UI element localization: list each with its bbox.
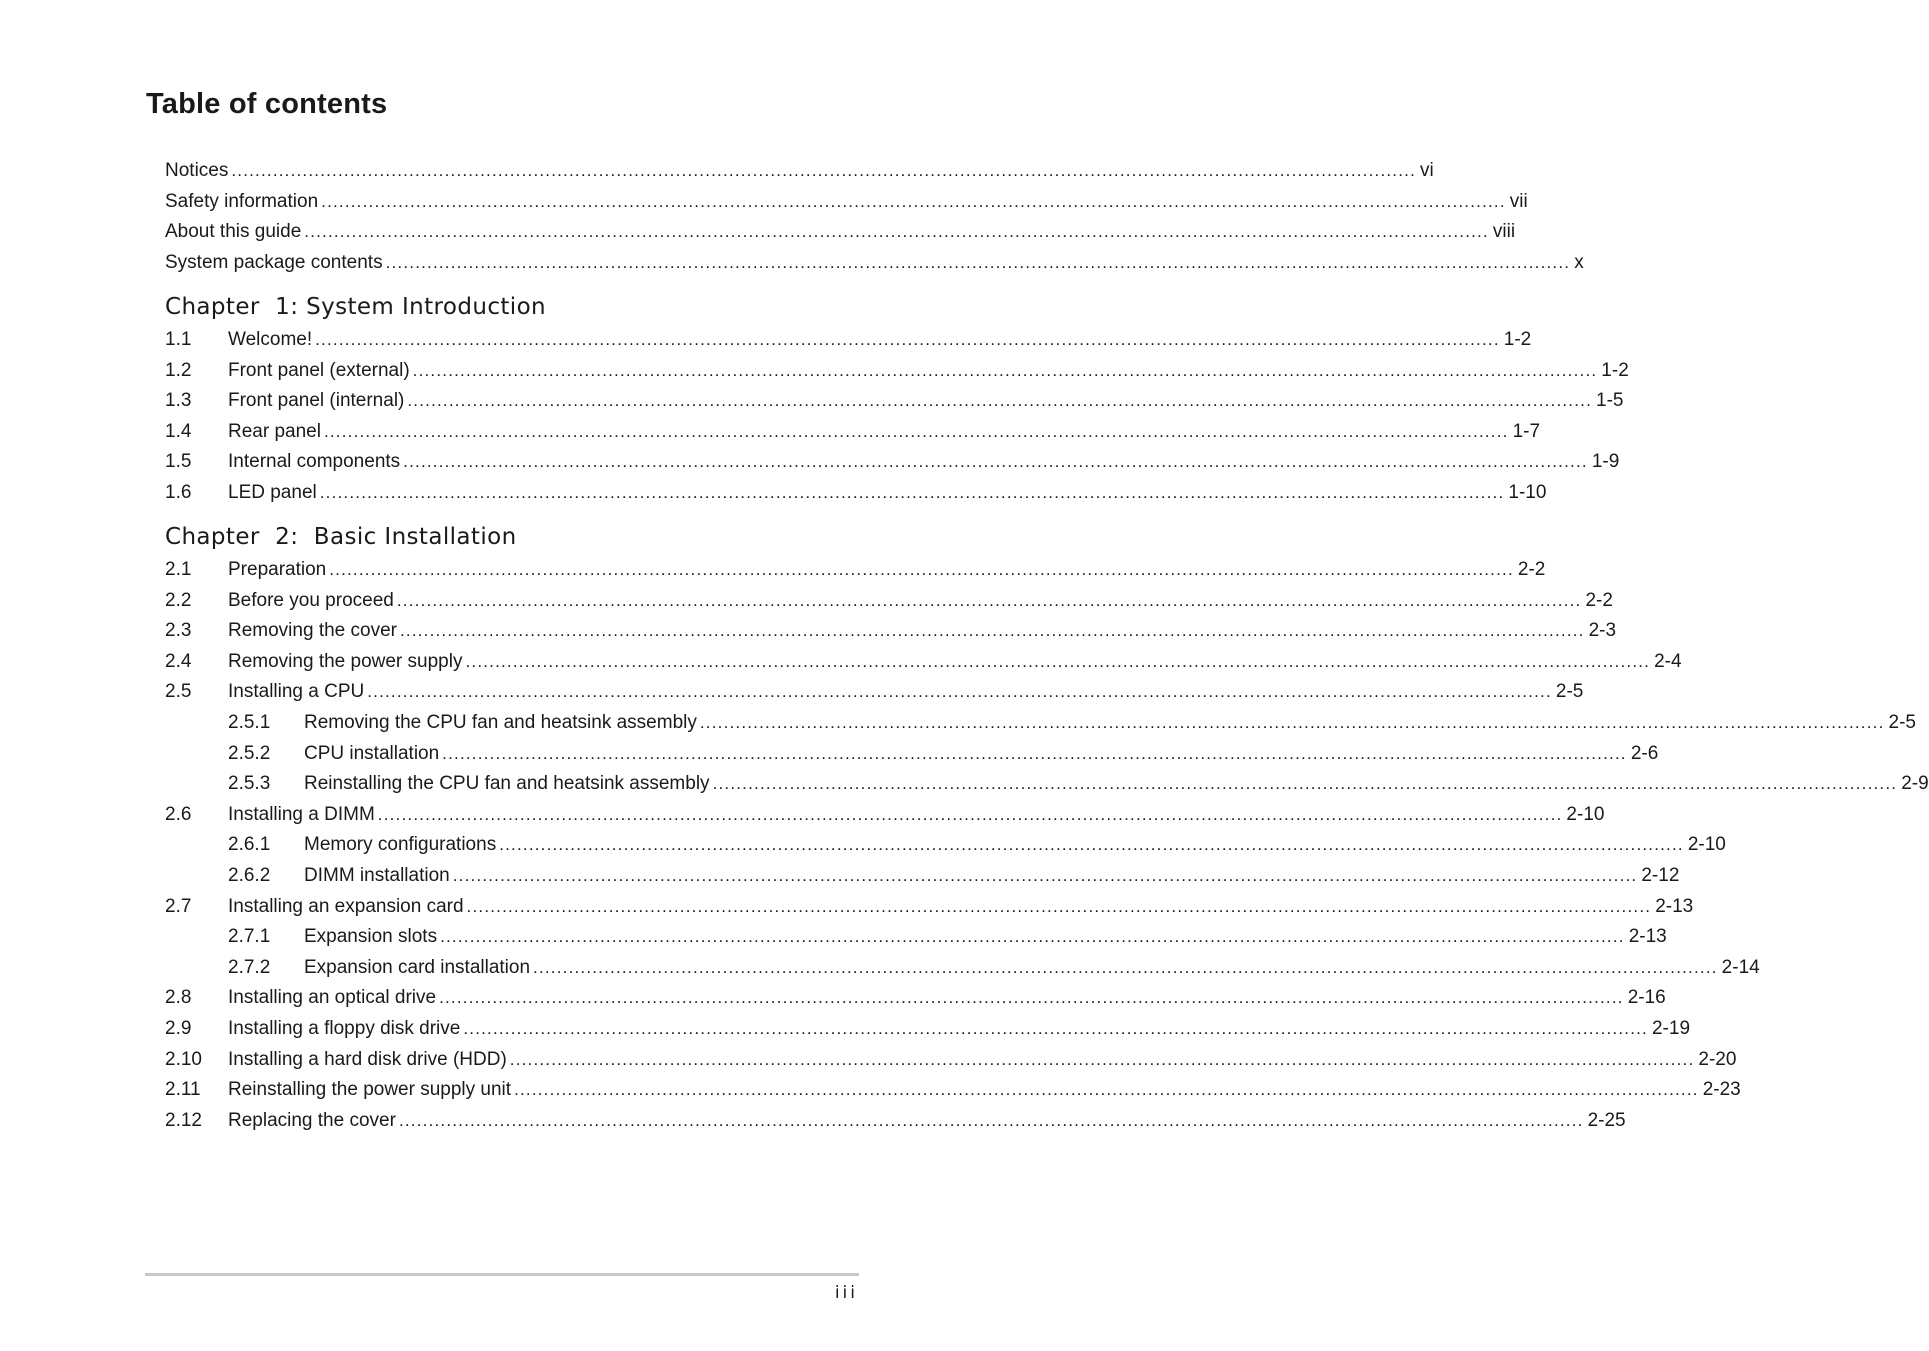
toc-entry-title: Preparation: [228, 559, 327, 580]
toc-entry[interactable]: [165, 386, 1624, 417]
toc-entry-title: Internal components: [228, 451, 401, 473]
toc-entry-title: Installing a CPU: [228, 681, 365, 703]
toc-entry-title: CPU installation: [304, 742, 440, 764]
dot-leader: ........................................................................................................................................................................................................: [396, 590, 1582, 610]
dot-leader: ........................................................................................................................................................................................................: [440, 927, 1625, 947]
toc-entry[interactable]: [165, 447, 1620, 478]
toc-entry-number: 2.7.2: [228, 956, 271, 978]
dot-leader: ........................................................................................................................................................................................................: [699, 712, 1885, 732]
toc-entry-page: vi: [1420, 160, 1434, 181]
dot-leader: ........................................................................................................................................................................................................: [323, 421, 1509, 441]
toc-entry[interactable]: [165, 647, 1682, 678]
toc-entry-number: 1.5: [165, 451, 192, 473]
dot-leader: ........................................................................................................................................................................................................: [439, 988, 1624, 1008]
toc-entry-page: 2-6: [1630, 742, 1659, 764]
toc-entry[interactable]: [165, 1075, 1741, 1106]
toc-entry-page: 2-23: [1702, 1079, 1741, 1101]
toc-entry-number: 1.2: [165, 359, 192, 381]
toc-entry-page: 2-4: [1654, 650, 1682, 672]
toc-entry-page: 2-2: [1517, 559, 1546, 580]
toc-subentry[interactable]: [165, 922, 1667, 953]
toc-entry[interactable]: [165, 478, 1547, 509]
toc-entry[interactable]: [165, 217, 1516, 248]
toc-entry-page: 1-2: [1503, 329, 1532, 350]
dot-leader: ........................................................................................................................................................................................................: [533, 957, 1718, 977]
toc-entry-page: vii: [1509, 190, 1528, 212]
toc-entry-page: 1-9: [1591, 451, 1620, 473]
toc-entry-page: 2-12: [1641, 864, 1680, 886]
toc-entry-page: 2-16: [1627, 987, 1666, 1009]
toc-entry-page: 2-13: [1655, 895, 1694, 917]
toc-entry-title: Removing the power supply: [228, 650, 463, 672]
toc-entry-title: Expansion slots: [304, 926, 438, 948]
toc-entry-page: viii: [1492, 221, 1516, 243]
toc-entry-title: Reinstalling the CPU fan and heatsink assembly: [304, 773, 710, 795]
dot-leader: ........................................................................................................................................................................................................: [398, 1110, 1584, 1130]
dot-leader: ........................................................................................................................................................................................................: [321, 191, 1506, 211]
chapter-2-list: [165, 555, 1929, 1136]
toc-entry-page: 2-5: [1888, 711, 1916, 733]
toc-entry-title: About this guide: [165, 221, 302, 243]
toc-entry-page: 2-19: [1651, 1017, 1691, 1039]
toc-entry[interactable]: [165, 677, 1584, 708]
dot-leader: ........................................................................................................................................................................................................: [403, 452, 1588, 472]
toc-entry-page: 2-10: [1566, 803, 1605, 825]
dot-leader: ........................................................................................................................................................................................................: [412, 360, 1598, 380]
toc-entry-page: 2-13: [1628, 926, 1667, 948]
footer-rule: [145, 1273, 859, 1276]
toc-entry-number: 2.4: [165, 650, 192, 672]
dot-leader: ........................................................................................................................................................................................................: [509, 1049, 1695, 1069]
toc-entry-title: Removing the CPU fan and heatsink assembly: [304, 711, 697, 733]
chapter-heading: Chapter 2: Basic Installation: [165, 524, 517, 550]
toc-entry-number: 2.6.1: [228, 834, 271, 856]
toc-entry-title: Installing a hard disk drive (HDD): [228, 1048, 507, 1070]
toc-entry[interactable]: [165, 586, 1613, 617]
toc-entry-title: LED panel: [228, 481, 317, 503]
chapter-heading: Chapter 1: System Introduction: [165, 294, 547, 320]
toc-entry-title: Installing an optical drive: [228, 987, 437, 1009]
toc-entry-page: x: [1574, 251, 1584, 273]
toc-entry-title: Removing the cover: [228, 620, 397, 642]
dot-leader: ........................................................................................................................................................................................................: [407, 391, 1593, 411]
toc-entry-page: 2-2: [1585, 589, 1613, 611]
toc-entry[interactable]: [165, 356, 1629, 387]
dot-leader: ........................................................................................................................................................................................................: [367, 682, 1552, 702]
toc-entry-title: Reinstalling the power supply unit: [228, 1079, 512, 1101]
toc-entry[interactable]: [165, 1045, 1737, 1076]
dot-leader: ........................................................................................................................................................................................................: [304, 222, 1489, 242]
toc-entry-number: 2.12: [165, 1109, 202, 1131]
toc-entry[interactable]: [165, 417, 1541, 448]
toc-entry-number: 2.1: [165, 559, 192, 580]
toc-entry-number: 2.6: [165, 803, 192, 825]
toc-entry-number: 2.2: [165, 589, 192, 611]
toc-entry-title: Notices: [165, 160, 229, 181]
dot-leader: ........................................................................................................................................................................................................: [466, 896, 1652, 916]
toc-entry-page: 2-10: [1687, 834, 1726, 856]
toc-entry-page: 1-5: [1596, 390, 1624, 412]
toc-entry-page: 1-10: [1508, 481, 1547, 503]
toc-entry-number: 2.8: [165, 987, 192, 1009]
toc-entry[interactable]: [165, 156, 1434, 187]
toc-entry-title: System package contents: [165, 251, 383, 273]
page-number: iii: [834, 1283, 858, 1303]
toc-entry-number: 2.6.2: [228, 864, 271, 886]
toc-entry-title: Memory configurations: [304, 834, 497, 856]
toc-entry-number: 2.7: [165, 895, 192, 917]
toc-entry-number: 2.3: [165, 620, 192, 642]
toc-entry-title: Installing a DIMM: [228, 803, 375, 825]
toc-entry[interactable]: [165, 983, 1666, 1014]
toc-entry-number: 1.3: [165, 390, 192, 412]
toc-subentry[interactable]: [165, 861, 1680, 892]
dot-leader: ........................................................................................................................................................................................................: [377, 804, 1563, 824]
toc-entry-number: 2.5.2: [228, 742, 271, 764]
toc-entry-number: 2.5.1: [228, 711, 271, 733]
toc-entry-page: 2-25: [1587, 1109, 1626, 1131]
page-title: Table of contents: [146, 88, 388, 120]
toc-entry-title: Welcome!: [228, 329, 313, 350]
toc-entry-page: 2-5: [1555, 681, 1584, 703]
toc-subentry[interactable]: [165, 830, 1726, 861]
toc-entry-title: Safety information: [165, 190, 319, 212]
toc-entry-number: 1.1: [165, 329, 192, 350]
dot-leader: ........................................................................................................................................................................................................: [514, 1080, 1699, 1100]
toc-entry-number: 2.10: [165, 1048, 202, 1070]
front-matter-list: [165, 156, 1584, 278]
dot-leader: ........................................................................................................................................................................................................: [465, 651, 1651, 671]
toc-entry[interactable]: [165, 248, 1584, 279]
toc-entry[interactable]: [165, 187, 1528, 218]
chapter-1-list: [165, 325, 1629, 509]
toc-entry-title: Installing an expansion card: [228, 895, 464, 917]
dot-leader: ........................................................................................................................................................................................................: [385, 252, 1571, 272]
dot-leader: ........................................................................................................................................................................................................: [399, 621, 1585, 641]
toc-entry-number: 2.5: [165, 681, 192, 703]
toc-entry-page: 2-20: [1698, 1048, 1737, 1070]
toc-entry-title: Installing a floppy disk drive: [228, 1017, 461, 1039]
toc-entry[interactable]: [165, 800, 1605, 831]
toc-entry[interactable]: [165, 892, 1694, 923]
toc-entry[interactable]: [165, 616, 1617, 647]
dot-leader: ........................................................................................................................................................................................................: [712, 774, 1898, 794]
toc-subentry[interactable]: [165, 708, 1916, 739]
toc-entry-number: 2.11: [165, 1079, 201, 1101]
toc-subentry[interactable]: [165, 953, 1760, 984]
toc-entry-title: Before you proceed: [228, 589, 394, 611]
toc-entry-page: 1-7: [1512, 420, 1541, 442]
dot-leader: ........................................................................................................................................................................................................: [452, 865, 1638, 885]
dot-leader: ........................................................................................................................................................................................................: [315, 330, 1500, 349]
dot-leader: ........................................................................................................................................................................................................: [319, 482, 1505, 502]
toc-entry-title: Front panel (internal): [228, 390, 405, 412]
toc-entry-title: Expansion card installation: [304, 956, 531, 978]
toc-entry[interactable]: [165, 1014, 1691, 1045]
dot-leader: ........................................................................................................................................................................................................: [463, 1018, 1648, 1038]
toc-entry-title: Front panel (external): [228, 359, 410, 381]
dot-leader: ........................................................................................................................................................................................................: [329, 560, 1514, 579]
toc-entry[interactable]: [165, 325, 1532, 356]
toc-entry-title: DIMM installation: [304, 864, 450, 886]
toc-entry-page: 2-9: [1901, 773, 1929, 795]
toc-entry-page: 2-3: [1588, 620, 1617, 642]
toc-entry-page: 1-2: [1601, 359, 1629, 381]
toc-entry-title: Replacing the cover: [228, 1109, 396, 1131]
toc-entry-number: 2.7.1: [228, 926, 271, 948]
dot-leader: ........................................................................................................................................................................................................: [499, 835, 1684, 855]
toc-entry-number: 1.6: [165, 481, 192, 503]
toc-entry-number: 1.4: [165, 420, 192, 442]
toc-entry-number: 2.9: [165, 1017, 192, 1039]
dot-leader: ........................................................................................................................................................................................................: [231, 161, 1416, 180]
toc-entry-title: Rear panel: [228, 420, 321, 442]
toc-entry-page: 2-14: [1721, 956, 1760, 978]
toc-entry-number: 2.5.3: [228, 773, 271, 795]
dot-leader: ........................................................................................................................................................................................................: [442, 743, 1627, 763]
toc-subentry[interactable]: [165, 769, 1929, 800]
toc-entry[interactable]: [165, 555, 1546, 586]
toc-entry[interactable]: [165, 1106, 1626, 1137]
toc-subentry[interactable]: [165, 739, 1659, 770]
